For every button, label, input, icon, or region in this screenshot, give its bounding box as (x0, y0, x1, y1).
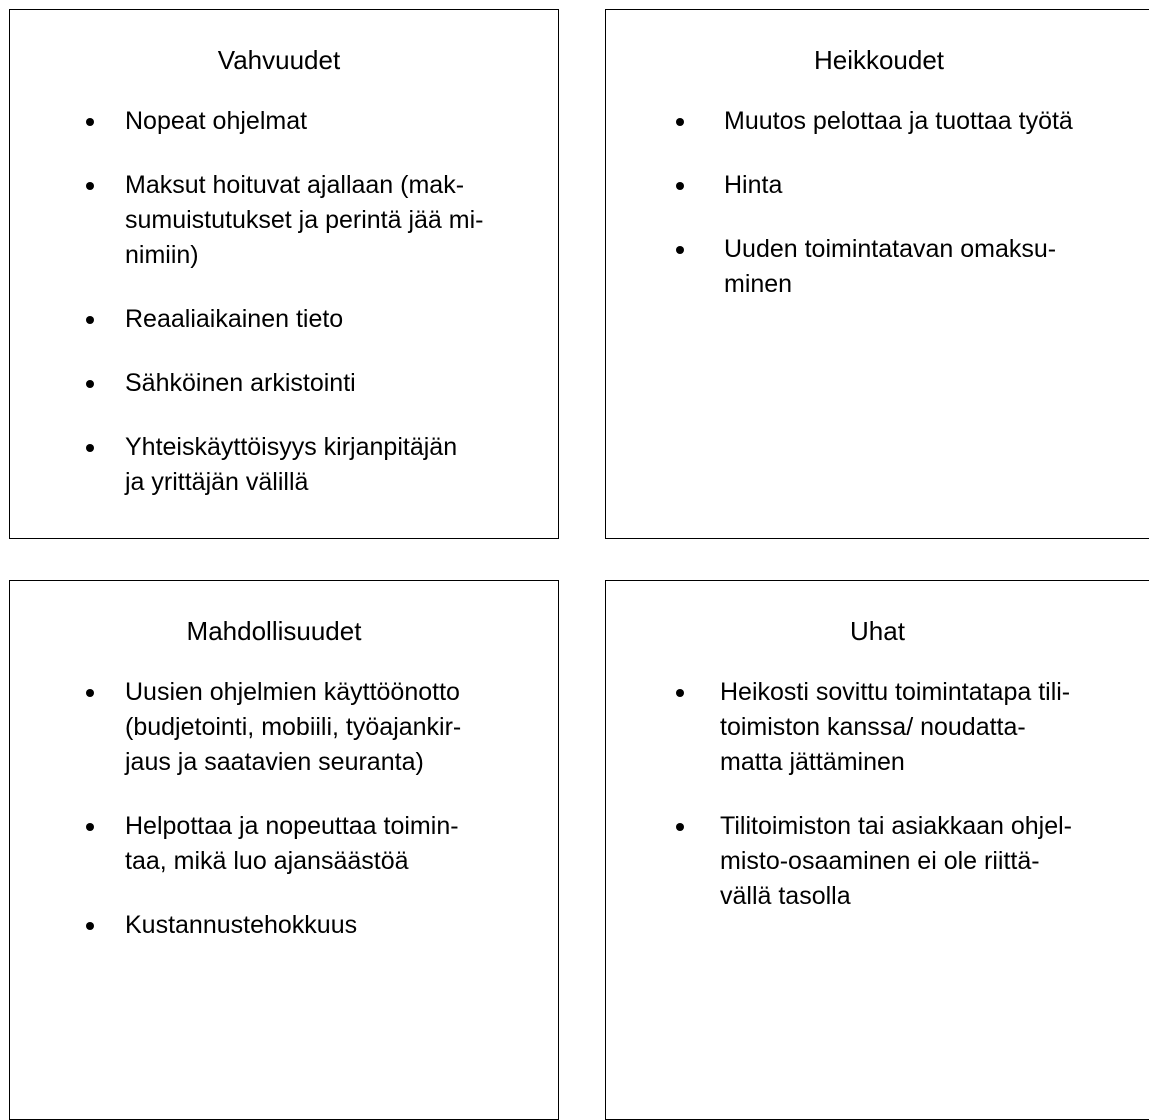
weaknesses-title: Heikkoudet (813, 45, 945, 75)
list-item (606, 104, 1149, 139)
bullet-icon (676, 118, 684, 126)
bullet-icon (86, 118, 94, 126)
bullet-icon (86, 689, 94, 697)
list-item-text: Kustannustehokkuus (125, 911, 358, 939)
list-item-text: Helpottaa ja nopeuttaa toimin- taa, mikä luo ajansäästöä (125, 812, 459, 875)
opportunities-list (10, 675, 558, 943)
list-item (10, 809, 558, 879)
list-item-text: Nopeat ohjelmat (125, 107, 308, 135)
threats-title: Uhat (850, 616, 905, 646)
list-item (606, 809, 1149, 914)
bullet-icon (86, 922, 94, 930)
list-item (606, 232, 1149, 302)
list-item-text: Muutos pelottaa ja tuottaa työtä (724, 107, 1073, 135)
list-item-text: Reaaliaikainen tieto (125, 305, 344, 333)
bullet-icon (86, 182, 94, 190)
threats-list (606, 675, 1149, 914)
list-item (606, 168, 1149, 203)
list-item (10, 168, 558, 273)
list-item-text: Hinta (724, 171, 783, 199)
list-item (606, 675, 1149, 780)
threats-box (605, 580, 1149, 1120)
list-item (10, 366, 558, 401)
list-item-text: Uusien ohjelmien käyttöönotto (budjetointi, mobiili, työajankir- jaus ja saatavien seuranta) (125, 678, 462, 776)
list-item-text: Tilitoimiston tai asiakkaan ohjel- misto-osaaminen ei ole riittä- vällä tasolla (720, 812, 1073, 910)
bullet-icon (676, 182, 684, 190)
opportunities-box (9, 580, 559, 1120)
bullet-icon (86, 316, 94, 324)
list-item (10, 302, 558, 337)
list-item-text: Maksut hoituvat ajallaan (mak- sumuistutukset ja perintä jää mi- nimiin) (125, 171, 484, 269)
bullet-icon (676, 689, 684, 697)
strengths-title: Vahvuudet (217, 45, 341, 75)
list-item (10, 908, 558, 943)
list-item-text: Yhteiskäyttöisyys kirjanpitäjän ja yrittäjän välillä (125, 433, 458, 496)
weaknesses-list (606, 104, 1149, 302)
list-item (10, 675, 558, 780)
strengths-list (10, 104, 558, 500)
list-item (10, 430, 558, 500)
bullet-icon (86, 380, 94, 388)
list-item (10, 104, 558, 139)
list-item-text: Uuden toimintatavan omaksu- minen (724, 235, 1057, 298)
bullet-icon (676, 246, 684, 254)
list-item-text: Heikosti sovittu toimintatapa tili- toimiston kanssa/ noudatta- matta jättäminen (720, 678, 1071, 776)
bullet-icon (86, 823, 94, 831)
list-item-text: Sähköinen arkistointi (125, 369, 356, 397)
weaknesses-box (605, 9, 1149, 539)
opportunities-title: Mahdollisuudet (186, 616, 362, 646)
bullet-icon (676, 823, 684, 831)
bullet-icon (86, 444, 94, 452)
strengths-box (9, 9, 559, 539)
